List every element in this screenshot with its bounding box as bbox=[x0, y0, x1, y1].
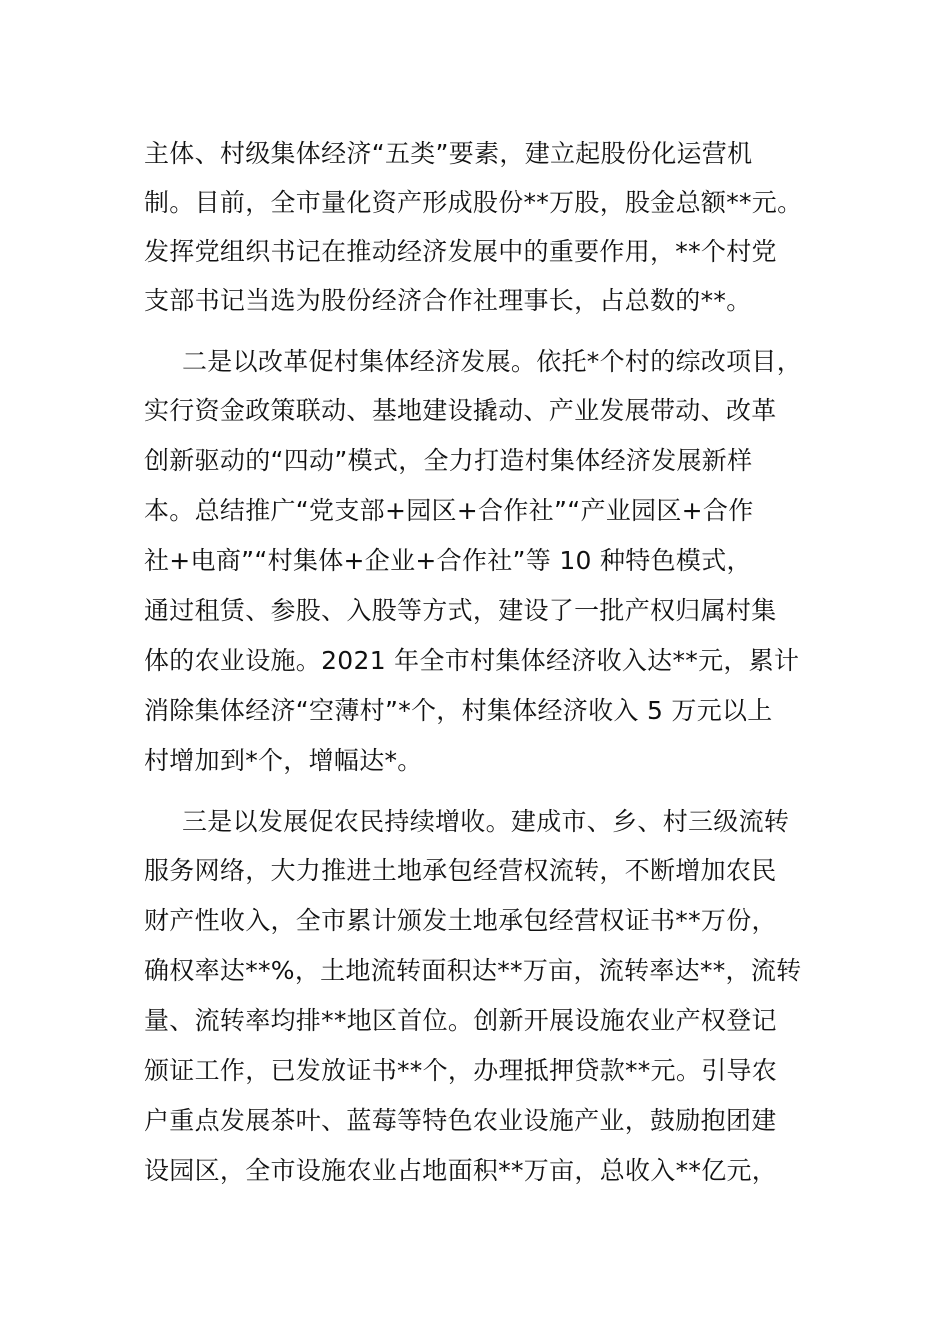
text-line: 三是以发展促农民持续增收。建成市、乡、村三级流转 bbox=[182, 807, 790, 836]
text-line: 创新驱动的“四动”模式，全力打造村集体经济发展新样 bbox=[144, 446, 753, 475]
text-line: 量、流转率均排**地区首位。创新开展设施农业产权登记 bbox=[144, 1006, 777, 1035]
text-line: 财产性收入，全市累计颁发土地承包经营权证书**万份， bbox=[144, 906, 777, 935]
text-line: 村增加到*个，增幅达*。 bbox=[144, 746, 423, 775]
text-line: 实行资金政策联动、基地建设撬动、产业发展带动、改革 bbox=[144, 396, 777, 425]
text-line: 消除集体经济“空薄村”*个，村集体经济收入 5 万元以上 bbox=[144, 696, 773, 725]
text-line: 支部书记当选为股份经济合作社理事长，占总数的**。 bbox=[144, 286, 752, 315]
text-line: 颁证工作，已发放证书**个，办理抵押贷款**元。引导农 bbox=[144, 1056, 778, 1085]
text-line: 制。目前，全市量化资产形成股份**万股，股金总额**元。 bbox=[144, 188, 803, 217]
text-line: 主体、村级集体经济“五类”要素，建立起股份化运营机 bbox=[144, 139, 753, 168]
text-line: 本。总结推广“党支部+园区+合作社”“产业园区+合作 bbox=[144, 496, 754, 525]
text-line: 体的农业设施。2021 年全市村集体经济收入达**元，累计 bbox=[144, 646, 800, 675]
text-line: 通过租赁、参股、入股等方式，建设了一批产权归属村集 bbox=[144, 596, 777, 625]
text-line: 二是以改革促村集体经济发展。依托*个村的综改项目， bbox=[182, 347, 803, 376]
text-line: 户重点发展茶叶、蓝莓等特色农业设施产业，鼓励抱团建 bbox=[144, 1106, 777, 1135]
text-line: 确权率达**%，土地流转面积达**万亩，流转率达**，流转 bbox=[144, 956, 802, 985]
text-line: 社+电商”“村集体+企业+合作社”等 10 种特色模式， bbox=[144, 546, 752, 575]
text-line: 发挥党组织书记在推动经济发展中的重要作用，**个村党 bbox=[144, 237, 777, 266]
text-line: 设园区，全市设施农业占地面积**万亩，总收入**亿元， bbox=[144, 1156, 778, 1185]
text-line: 服务网络，大力推进土地承包经营权流转，不断增加农民 bbox=[144, 856, 777, 885]
